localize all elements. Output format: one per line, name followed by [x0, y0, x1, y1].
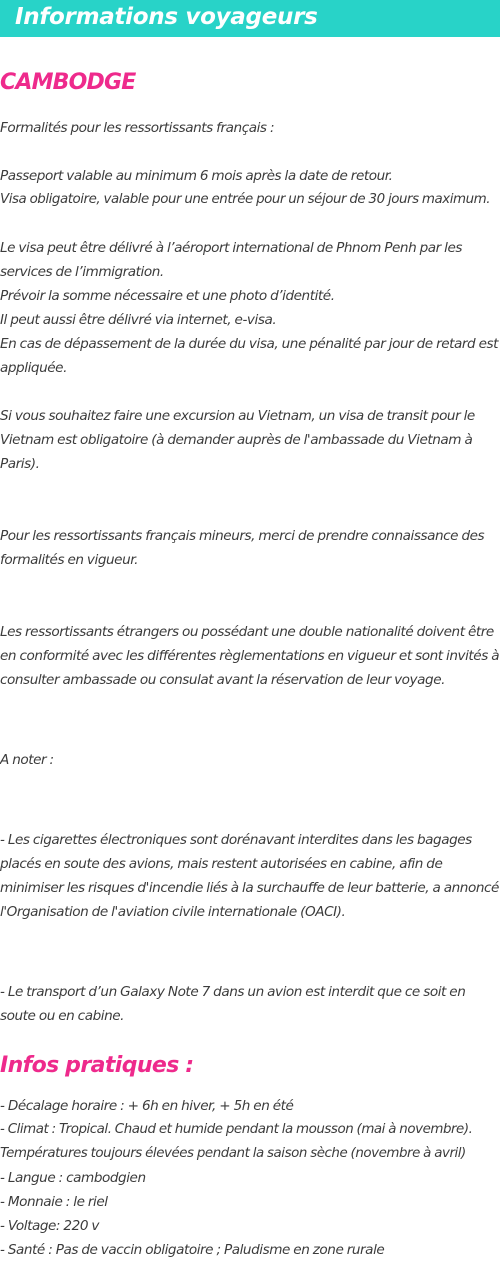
- passport-requirement: Passeport valable au minimum 6 mois après la date de retour.: [0, 168, 393, 184]
- galaxy-note: - Le transport d’un Galaxy Note 7 dans un avion est interdit que ce soit en soute ou en cabine.: [0, 984, 466, 1024]
- page-header: [0, 0, 500, 37]
- info-item-health: - Santé : Pas de vaccin obligatoire ; Paludisme en zone rurale: [0, 1242, 385, 1258]
- vietnam-transit-info: Si vous souhaitez faire une excursion au Vietnam, un visa de transit pour le Vietnam est obligatoire (à demander auprès de l'ambassade du Vietnam à Paris).: [0, 408, 475, 472]
- info-item-currency: - Monnaie : le riel: [0, 1194, 108, 1210]
- minors-info: Pour les ressortissants français mineurs, merci de prendre connaissance des formalités en vigueur.: [0, 528, 485, 568]
- info-item-voltage: - Voltage: 220 v: [0, 1218, 99, 1234]
- visa-online-info: Il peut aussi être délivré via internet, e-visa.: [0, 312, 277, 328]
- info-item-language: - Langue : cambodgien: [0, 1170, 146, 1186]
- visa-penalty-info: En cas de dépassement de la durée du visa, une pénalité par jour de retard est appliquée.: [0, 336, 499, 376]
- page-title: Informations voyageurs: [15, 4, 318, 30]
- info-item-timezone: - Décalage horaire : + 6h en hiver, + 5h en été: [0, 1098, 294, 1114]
- info-item-climate: - Climat : Tropical. Chaud et humide pendant la mousson (mai à novembre). Températures toujours élevées pendant la saison sèche (novembre à avril): [0, 1122, 473, 1161]
- formalities-intro: Formalités pour les ressortissants français :: [0, 120, 275, 136]
- visa-airport-info: Le visa peut être délivré à l’aéroport international de Phnom Penh par les services de l’immigration.: [0, 240, 463, 280]
- ecig-note: - Les cigarettes électroniques sont dorénavant interdites dans les bagages placés en soute des avions, mais restent autorisées en cabine, afin de minimiser les risques d'incendie liés à la surchauffe de leur batterie, a annoncé l'Organisation de l'aviation civile internationale (OACI).: [0, 832, 499, 920]
- infos-pratiques-title: Infos pratiques :: [0, 1053, 194, 1078]
- visa-requirement: Visa obligatoire, valable pour une entrée pour un séjour de 30 jours maximum.: [0, 192, 491, 207]
- document-body: [0, 116, 500, 1262]
- country-title: CAMBODGE: [0, 70, 136, 95]
- notes-title: A noter :: [0, 752, 54, 768]
- visa-photo-info: Prévoir la somme nécessaire et une photo d’identité.: [0, 288, 335, 304]
- foreigners-info: Les ressortissants étrangers ou possédant une double nationalité doivent être en conformité avec les différentes règlementations en vigueur et sont invités à consulter ambassade ou consulat avant la réservation de leur voyage.: [0, 624, 500, 688]
